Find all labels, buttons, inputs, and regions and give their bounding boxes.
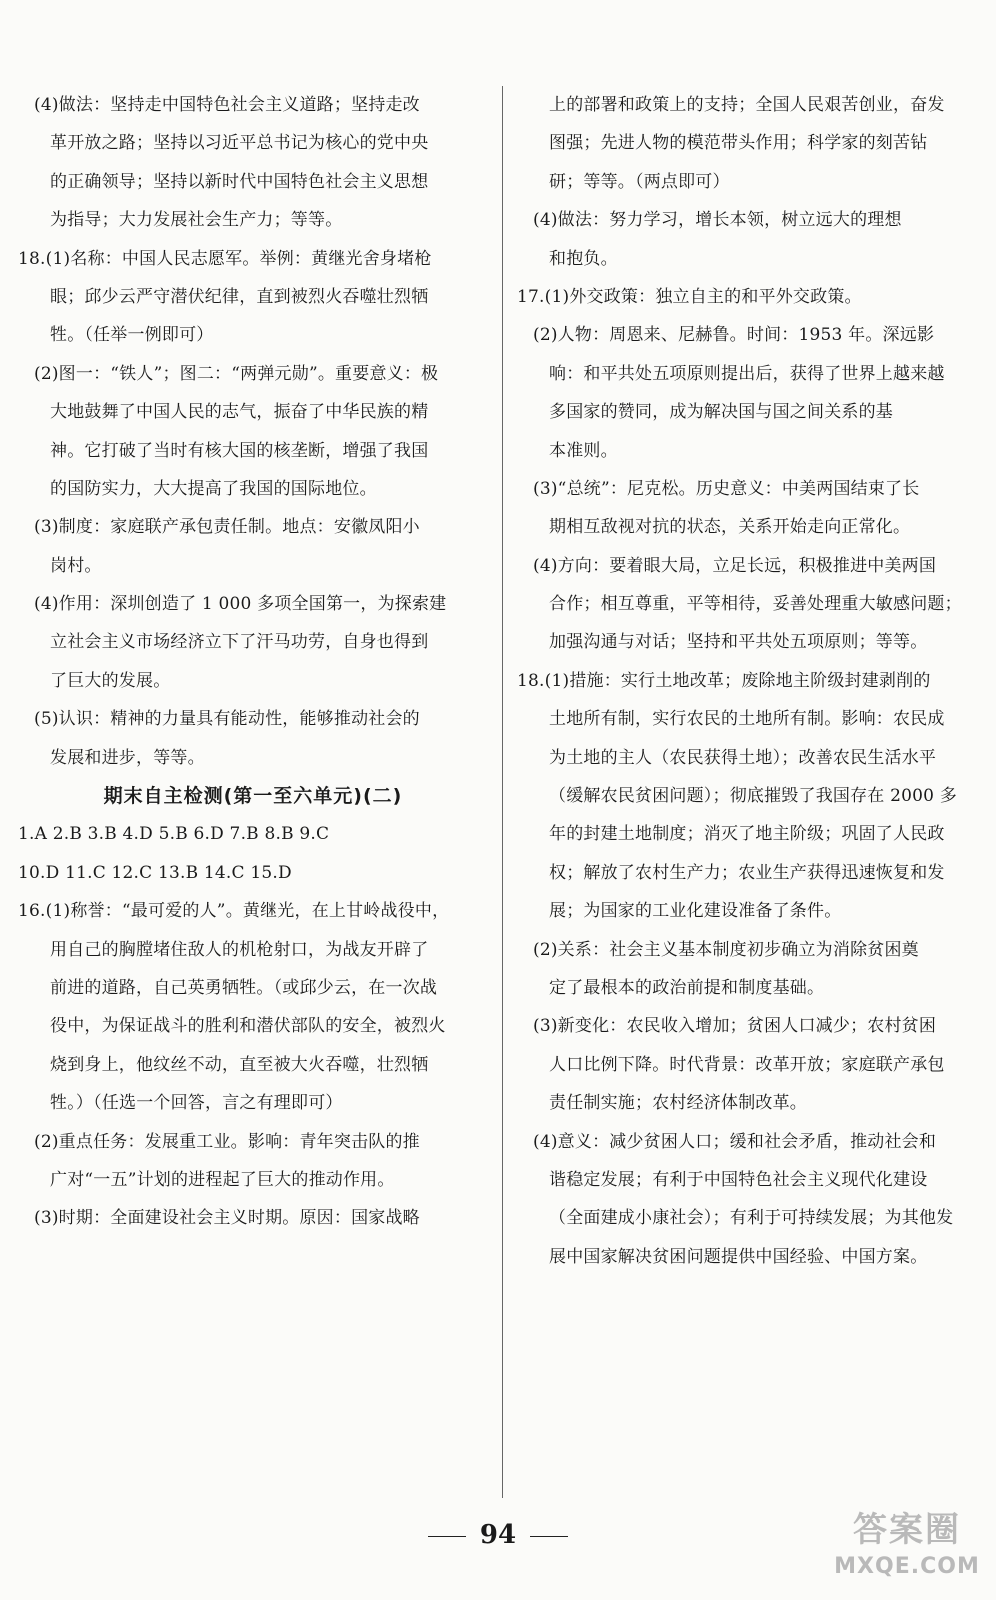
text-line: 广对“一五”计划的进程起了巨大的推动作用。 xyxy=(50,1169,395,1190)
section-heading: 期末自主检测(第一至六单元)(二) xyxy=(103,785,403,808)
page-number-text: 94 xyxy=(479,1520,517,1550)
text-line: 响：和平共处五项原则提出后，获得了世界上越来越 xyxy=(549,363,945,384)
text-line: 展；为国家的工业化建设准备了条件。 xyxy=(549,901,842,922)
text-line: 发展和进步，等等。 xyxy=(50,747,205,768)
text-line: 加强沟通与对话；坚持和平共处五项原则；等等。 xyxy=(549,632,928,653)
text-line: 权；解放了农村生产力；农业生产获得迅速恢复和发 xyxy=(549,862,945,883)
text-line: (4)方向：要着眼大局，立足长远，积极推进中美两国 xyxy=(533,555,937,576)
text-line: (5)认识：精神的力量具有能动性，能够推动社会的 xyxy=(34,709,420,730)
text-line: 责任制实施；农村经济体制改革。 xyxy=(549,1093,807,1114)
watermark-bottom: MXQE.COM xyxy=(834,1554,980,1579)
text-line: 前进的道路，自己英勇牺牲。（或邱少云，在一次战 xyxy=(50,977,438,998)
text-line: 16.(1)称誉：“最可爱的人”。黄继光，在上甘岭战役中， xyxy=(18,901,450,922)
text-line: (2)关系：社会主义基本制度初步确立为消除贫困奠 xyxy=(533,939,919,960)
text-line: 合作；相互尊重，平等相待，妥善处理重大敏感问题； xyxy=(549,594,962,615)
text-line: 立社会主义市场经济立下了汗马功劳，自身也得到 xyxy=(50,632,429,653)
text-line: 眼；邱少云严守潜伏纪律，直到被烈火吞噬壮烈牺 xyxy=(50,286,429,307)
text-line: 18.(1)措施：实行土地改革；废除地主阶级封建剥削的 xyxy=(517,670,931,691)
text-line: 岗村。 xyxy=(50,555,102,576)
page-number-dash-left xyxy=(428,1536,466,1537)
text-line: 烧到身上，他纹丝不动，直至被大火吞噬，壮烈牺 xyxy=(50,1054,429,1075)
column-divider xyxy=(502,86,503,1498)
text-line: (4)意义：减少贫困人口；缓和社会矛盾，推动社会和 xyxy=(533,1131,937,1152)
text-line: 18.(1)名称：中国人民志愿军。举例：黄继光舍身堵枪 xyxy=(18,248,432,269)
text-line: 为土地的主人（农民获得土地）；改善农民生活水平 xyxy=(549,747,937,768)
text-line: 革开放之路；坚持以习近平总书记为核心的党中央 xyxy=(50,133,429,154)
text-line: 展中国家解决贫困问题提供中国经验、中国方案。 xyxy=(549,1246,928,1267)
text-line: 的正确领导；坚持以新时代中国特色社会主义思想 xyxy=(50,171,429,192)
text-line: 神。它打破了当时有核大国的核垄断，增强了我国 xyxy=(50,440,429,461)
text-line: 定了最根本的政治前提和制度基础。 xyxy=(549,977,825,998)
text-line: 上的部署和政策上的支持；全国人民艰苦创业，奋发 xyxy=(549,95,945,115)
text-line: 谐稳定发展；有利于中国特色社会主义现代化建设 xyxy=(549,1169,928,1190)
text-line: 为指导；大力发展社会生产力；等等。 xyxy=(50,210,343,231)
text-line: 的国防实力，大大提高了我国的国际地位。 xyxy=(50,478,377,499)
text-line: 1.A 2.B 3.B 4.D 5.B 6.D 7.B 8.B 9.C xyxy=(18,824,330,845)
text-line: 了巨大的发展。 xyxy=(50,670,171,691)
text-line: （全面建成小康社会）；有利于可持续发展；为其他发 xyxy=(549,1208,954,1229)
text-line: 役中，为保证战斗的胜利和潜伏部队的安全，被烈火 xyxy=(50,1016,446,1037)
text-line: 人口比例下降。时代背景：改革开放；家庭联产承包 xyxy=(549,1054,945,1075)
text-line: 图强；先进人物的模范带头作用；科学家的刻苦钻 xyxy=(549,133,928,154)
right-column xyxy=(517,86,977,1276)
watermark-logo xyxy=(832,1508,982,1590)
text-line: (3)新变化：农民收入增加；贫困人口减少；农村贫困 xyxy=(533,1016,937,1037)
text-line: (4)做法：坚持走中国特色社会主义道路；坚持走改 xyxy=(34,95,420,115)
text-line: 用自己的胸膛堵住敌人的机枪射口，为战友开辟了 xyxy=(50,939,429,960)
text-line: (4)作用：深圳创造了 1 000 多项全国第一，为探索建 xyxy=(34,594,447,615)
text-line: 期相互敌视对抗的状态，关系开始走向正常化。 xyxy=(549,517,911,538)
text-line: 土地所有制，实行农民的土地所有制。影响：农民成 xyxy=(549,709,945,730)
left-column xyxy=(18,86,488,1238)
text-line: 大地鼓舞了中国人民的志气，振奋了中华民族的精 xyxy=(50,402,429,423)
watermark-top: 答案圈 xyxy=(853,1510,961,1550)
text-line: 17.(1)外交政策：独立自主的和平外交政策。 xyxy=(517,286,862,307)
text-line: (2)人物：周恩来、尼赫鲁。时间：1953 年。深远影 xyxy=(533,325,935,346)
text-line: 本准则。 xyxy=(549,440,618,461)
text-line: 牲。）（任选一个回答，言之有理即可） xyxy=(50,1093,343,1114)
text-line: (3)时期：全面建设社会主义时期。原因：国家战略 xyxy=(34,1208,420,1229)
text-line: 研；等等。（两点即可） xyxy=(549,171,730,192)
text-line: 和抱负。 xyxy=(549,248,618,269)
text-line: 牲。（任举一例即可） xyxy=(50,325,214,346)
text-line: (4)做法：努力学习，增长本领，树立远大的理想 xyxy=(533,210,902,231)
text-line: 多国家的赞同，成为解决国与国之间关系的基 xyxy=(549,402,893,423)
text-line: (3)制度：家庭联产承包责任制。地点：安徽凤阳小 xyxy=(34,517,420,538)
text-line: (2)图一：“铁人”；图二：“两弹元勋”。重要意义：极 xyxy=(34,363,439,384)
page-number-dash-right xyxy=(530,1536,568,1537)
text-line: (3)“总统”：尼克松。历史意义：中美两国结束了长 xyxy=(533,478,920,499)
text-line: (2)重点任务：发展重工业。影响：青年突击队的推 xyxy=(34,1131,420,1152)
text-line: 10.D 11.C 12.C 13.B 14.C 15.D xyxy=(18,862,292,883)
text-line: 年的封建土地制度；消灭了地主阶级；巩固了人民政 xyxy=(549,824,945,845)
text-line: （缓解农民贫困问题）；彻底摧毁了我国存在 2000 多 xyxy=(549,786,957,807)
